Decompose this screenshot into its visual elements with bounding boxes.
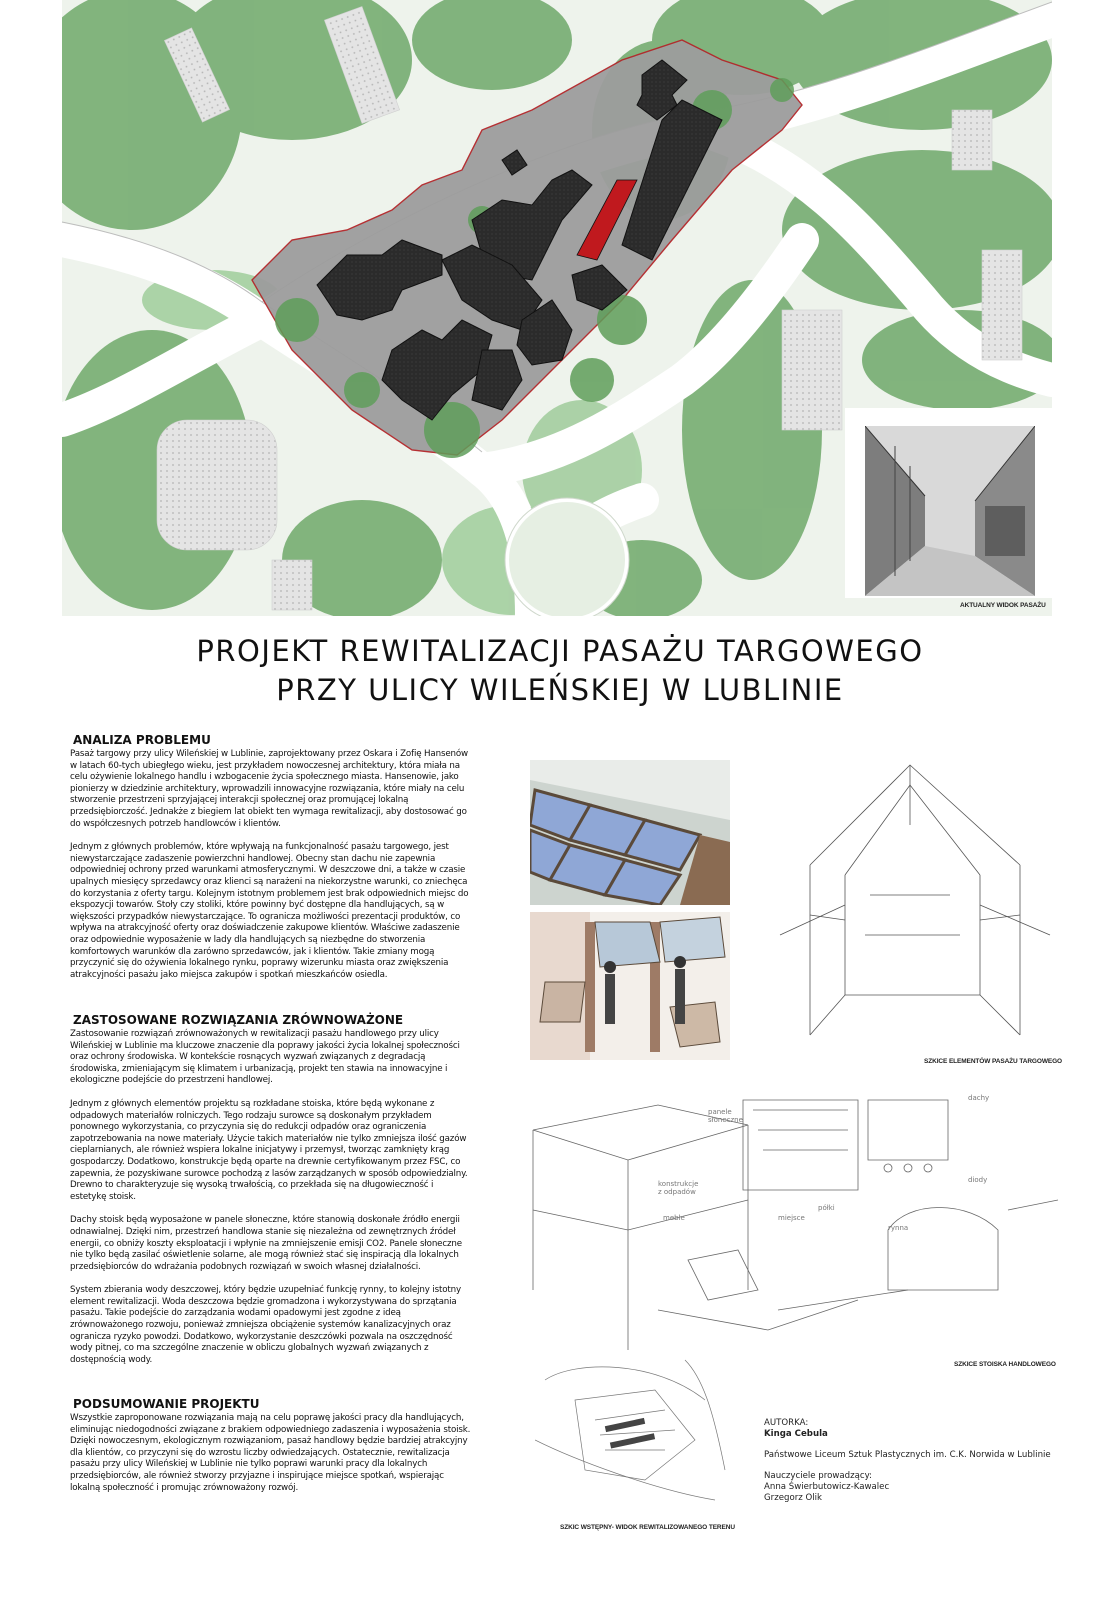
section-podsumowanie — [70, 1397, 472, 1506]
svg-text:meble: meble — [663, 1214, 685, 1222]
solar-roof-render — [530, 760, 730, 905]
svg-text:panele: panele — [708, 1108, 732, 1116]
corridor-drawing — [865, 426, 1035, 596]
initial-sketch-caption: SZKIC WSTĘPNY- WIDOK REWITALIZOWANEGO TERENU — [560, 1524, 735, 1531]
svg-text:miejsce: miejsce — [778, 1214, 805, 1222]
stall-sketches — [528, 1090, 1063, 1360]
current-view-caption: AKTUALNY WIDOK PASAŻU — [960, 602, 1046, 609]
svg-text:konstrukcje: konstrukcje — [658, 1180, 699, 1188]
teachers-label: Nauczyciele prowadzący: — [764, 1471, 872, 1481]
svg-text:półki: półki — [818, 1204, 835, 1212]
paragraph: Jednym z głównych problemów, które wpływają na funkcjonalność pasażu targowego, jest niewystarczające zadaszenie powierzchni handlowej. Obecny stan dachu nie zapewnia odpowiedniej ochrony przed warunkami atmosferycznymi. W deszczowe dni, a także w czasie upalnych miesięcy sprzedawcy oraz klienci są narażeni na niekorzystne warunki, co zniechęca do korzystania z oferty targu. Kolejnym istotnym problemem jest brak odpowiednich miejsc do ekspozycji towarów. Stoły czy stoliki, które powinny być dostępne dla handlujących, są w większości przypadków niewystarczające. To ogranicza możliwości prezentacji produktów, co wpływa na atrakcyjność oferty oraz doświadczenie zakupowe klientów. Właściwe zadaszenie oraz odpowiednie wyposażenie w lady dla handlujących są niezbędne do stworzenia komfortowych warunków dla zarówno sprzedawców, jak i klientów. Takie zmiany mogą przyczynić się do ożywienia lokalnego rynku, poprawy wizerunku miasta oraz zwiększenia atrakcyjności pasażu jako miejsca zakupów i spotkań mieszkańców osiedla. — [70, 842, 469, 980]
paragraph: Pasaż targowy przy ulicy Wileńskiej w Lublinie, zaprojektowany przez Oskara i Zofię Hansenów w latach 60-tych ubiegłego wieku, jest przykładem nowoczesnej architektury, która miała na celu ożywienie lokalnego handlu i wzbogacenie życia społecznego miasta. Hansenowie, jako pionierzy w dziedzinie architektury, wprowadzili innowacyjne rozwiązania, które miały na celu stworzenie przestrzeni sprzyjającej interakcji społecznej oraz promującej lokalną przedsiębiorczość. Jednakże z biegiem lat obiekt ten wymaga rewitalizacji, aby dostosować go do współczesnych potrzeb handlowców i klientów. — [70, 749, 469, 829]
page-title-line-1: PROJEKT REWITALIZACJI PASAŻU TARGOWEGO — [196, 634, 924, 668]
section-heading: ZASTOSOWANE ROZWIĄZANIA ZRÓWNOWAŻONE — [73, 1013, 404, 1027]
author-name: Kinga Cebula — [764, 1429, 828, 1439]
elements-sketches-caption: SZKICE ELEMENTÓW PASAŻU TARGOWEGO — [924, 1058, 1063, 1065]
svg-text:z odpadów: z odpadów — [658, 1188, 696, 1196]
section-rozwiazania — [70, 1013, 472, 1378]
paragraph: System zbierania wody deszczowej, który będzie uzupełniać funkcję rynny, to kolejny istotny element rewitalizacji. Woda deszczowa będzie gromadzona i wykorzystywana do sprzątania pasażu. Takie podejście do zarządzania wodami opadowymi jest zgodne z ideą zrównoważonego rozwoju, ponieważ zmniejsza obciążenie systemów kanalizacyjnych oraz ogranicza ryzyko powodzi. Dodatkowo, wykorzystanie deszczówki pozwala na oszczędność wody pitnej, co ma szczególne znaczenie w obliczu globalnych wyzwań związanych z dostępnością wody. — [70, 1285, 462, 1365]
section-analiza — [70, 733, 472, 993]
stall-figures-render — [530, 912, 730, 1060]
credits — [764, 1418, 1064, 1504]
market-hall-perspective-sketch — [770, 755, 1060, 1050]
teacher-name: Grzegorz Olik — [764, 1493, 822, 1503]
section-heading: ANALIZA PROBLEMU — [73, 733, 211, 747]
svg-text:dachy: dachy — [968, 1094, 990, 1102]
page-title-line-2: PRZY ULICY WILEŃSKIEJ W LUBLINIE — [276, 673, 844, 707]
paragraph: Jednym z głównych elementów projektu są rozkładane stoiska, które będą wykonane z odpadowych materiałów rolniczych. Tego rodzaju surowce są doskonałym przykładem ponownego wykorzystania, co przyczynia się do redukcji odpadów oraz ograniczenia zapotrzebowania na nowe materiały. Użycie takich materiałów nie tylko zmniejsza ilość gazów cieplarnianych, ale również wspiera lokalne inicjatywy i przemysł, tworząc zamknięty krąg gospodarczy. Dodatkowo, konstrukcje będą oparte na drewnie certyfikowanym przez FSC, co zapewnia, że pozyskiwane surowce pochodzą z lasów zarządzanych w sposób odpowiedzialny. Drewno to charakteryzuje się wysoką trwałością, co przekłada się na długowieczność i estetykę stoisk. — [70, 1098, 468, 1202]
svg-text:słoneczne: słoneczne — [708, 1116, 743, 1124]
current-view-sketch — [845, 408, 1055, 598]
stall-sketches-caption: SZKICE STOISKA HANDLOWEGO — [954, 1361, 1056, 1368]
teacher-name: Anna Świerbutowicz-Kawalec — [764, 1482, 890, 1492]
paragraph: Zastosowanie rozwiązań zrównoważonych w rewitalizacji pasażu handlowego przy ulicy Wileńskiej w Lublinie ma kluczowe znaczenie dla poprawy jakości życia lokalnej społeczności oraz ochrony środowiska. W kontekście rosnących wyzwań związanych z degradacją środowiska, zmieniającym się klimatem i urbanizacją, projekt ten stawia na innowacyjne i ekologiczne podejście do przestrzeni handlowej. — [70, 1029, 460, 1086]
author-label: AUTORKA: — [764, 1418, 809, 1428]
paragraph: Dachy stoisk będą wyposażone w panele słoneczne, które stanowią doskonałe źródło energii odnawialnej. Dzięki nim, przestrzeń handlowa stanie się niezależna od zewnętrznych źródeł energii, co obniży koszty eksploatacji i wpłynie na zmniejszenie emisji CO2. Panele słoneczne nie tylko będą zasilać oświetlenie solarne, ale mogą również stać się inspiracją dla lokalnych przedsiębiorców do wdrażania podobnych rozwiązań w swoich własnej działalności. — [70, 1215, 462, 1272]
section-heading: PODSUMOWANIE PROJEKTU — [73, 1397, 260, 1411]
initial-site-sketch — [535, 1340, 735, 1520]
svg-text:rynna: rynna — [888, 1224, 909, 1232]
paragraph: Wszystkie zaproponowane rozwiązania mają na celu poprawę jakości pracy dla handlujących, eliminując niedogodności związane z brakiem odpowiedniego zadaszenia i wyposażenia stoisk. Dzięki nowoczesnym, ekologicznym rozwiązaniom, pasaż handlowy będzie bardziej atrakcyjny dla klientów, co przyczyni się do wzrostu liczby odwiedzających. Ostatecznie, rewitalizacja pasażu przy ulicy Wileńskiej w Lublinie nie tylko poprawi warunki pracy dla lokalnych przedsiębiorców, ale również stworzy przyjazne i inspirujące miejsce spotkań, wspierając lokalną społeczność i promując zrównoważony rozwój. — [70, 1413, 471, 1493]
svg-text:diody: diody — [968, 1176, 988, 1184]
school-name: Państwowe Liceum Sztuk Plastycznych im. C.K. Norwida w Lublinie — [764, 1450, 1051, 1460]
